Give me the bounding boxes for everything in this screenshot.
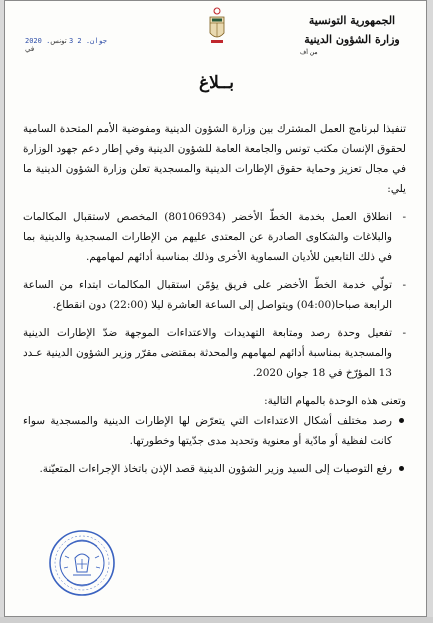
tunisia-emblem-icon: [208, 7, 226, 45]
page-title: بــلاغ: [199, 73, 234, 93]
dash-marker: -: [402, 279, 406, 291]
task-text: رصد مختلف أشكال الاعتداءات التي يتعرّض لها الإطارات الدينية والمسجدية سواء كانت لفظية أو مادّية أو معنوية وتحديد مدى جدّيتها وخطورتها.: [23, 415, 392, 447]
ministry-header: [292, 11, 412, 57]
list-item: [23, 207, 406, 267]
date-stamp: 2020 .جوان. 2 3: [25, 37, 107, 45]
republic-name: الجمهورية التونسية: [308, 14, 396, 27]
office-ref: من أف: [300, 49, 318, 56]
official-seal-stamp: [47, 528, 117, 598]
list-item-text: تولّي خدمة الخطّ الأخضر على فريق يؤمّن استقبال المكالمات ابتداء من الساعة الرابعة صباحا(04:00) ويتواصل إلى الساعة العاشرة ليلا (22:00) دون انقطاع.: [23, 279, 392, 311]
date-prefix: تونس في: [25, 37, 67, 53]
task-item: [23, 459, 406, 479]
task-item: [23, 411, 406, 451]
bullet-icon: [399, 418, 404, 423]
dash-marker: -: [402, 327, 406, 339]
list-item-text: انطلاق العمل بخدمة الخطّ الأخضر (80106934) المخصص لاستقبال المكالمات والبلاغات والشكاوى الصادرة عن المعتدى عليهم من الإطارات المسجدية والدينية بما في ذلك التابعين للأديان السماوية الأخرى وذلك بمناسبة أدائهم لمهامهم.: [23, 211, 393, 263]
ministry-name: وزارة الشؤون الدينية: [304, 33, 400, 46]
intro-paragraph: تنفيذا لبرنامج العمل المشترك بين وزارة الشؤون الدينية ومفوضية الأمم المتحدة السامية لحقوق الإنسان مكتب تونس والجامعة العامة للشؤون الدينية وفي إطار دعم جهود الوزارة في مجال تعزيز وحماية حقوق الإطارات الدينية والمسجدية تعلن وزارة الشؤون الدينية ما يلي:: [23, 123, 406, 195]
list-item-text: تفعيل وحدة رصد ومتابعة التهديدات والاعتداءات الموجهة ضدّ الإطارات الدينية والمسجدية بمناسبة أدائهم لمهامهم والمحدثة بمقتضى مقرّر وزير الشؤون الدينية عـدد 13 المؤرّخ في 18 جوان 2020.: [23, 327, 392, 379]
date-line: [25, 37, 115, 53]
bottom-edge: [0, 617, 433, 623]
document-page: [4, 0, 427, 617]
bullet-icon: [399, 466, 404, 471]
list-item: [23, 323, 406, 383]
announcement-body: [23, 119, 406, 479]
task-text: رفع التوصيات إلى السيد وزير الشؤون الدينية قصد الإذن باتخاذ الإجراءات المتعيّنة.: [39, 463, 392, 475]
list-item: [23, 275, 406, 315]
dash-marker: -: [402, 211, 406, 223]
tasks-intro: وتعنى هذه الوحدة بالمهام التالية:: [264, 395, 406, 407]
